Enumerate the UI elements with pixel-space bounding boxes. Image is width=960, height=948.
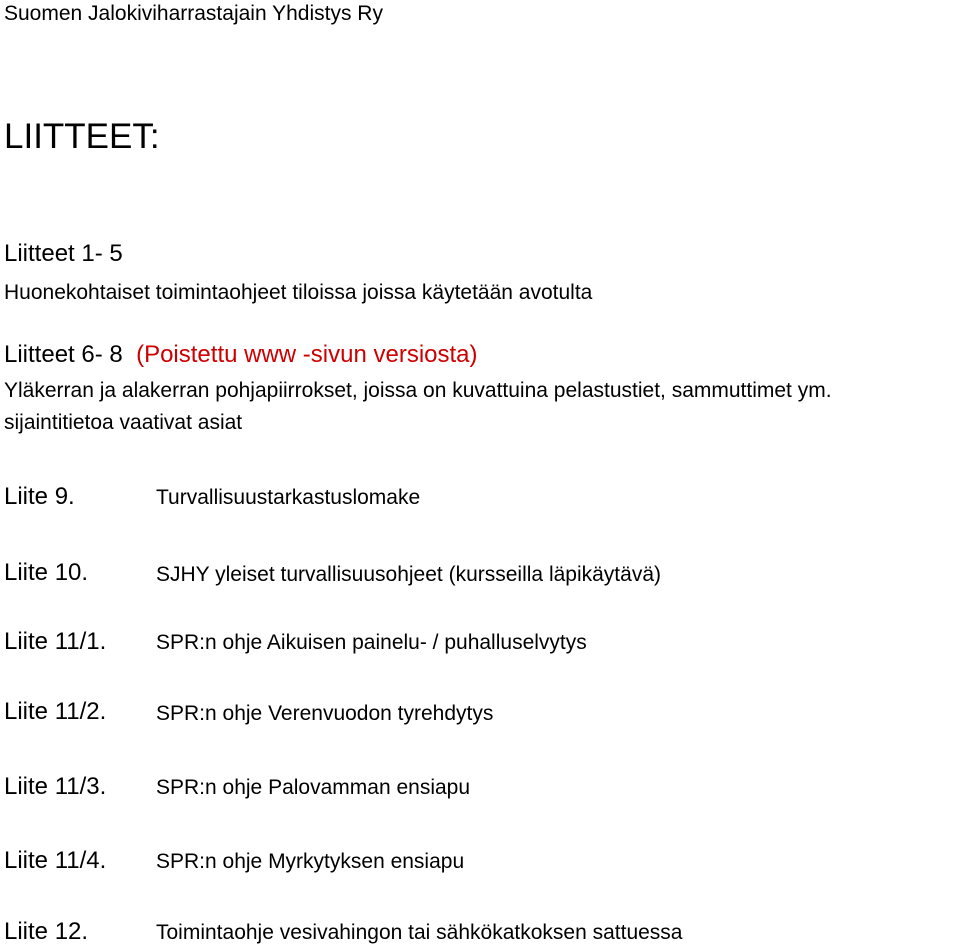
section-2-removed-note: (Poistettu www -sivun versiosta) <box>136 341 478 368</box>
attachment-label: Liite 11/1. <box>4 628 107 655</box>
attachment-label: Liite 10. <box>4 559 89 586</box>
section-1-title: Liitteet 1- 5 <box>4 240 123 267</box>
attachment-label: Liite 11/4. <box>4 847 107 874</box>
attachment-description: Turvallisuustarkastuslomake <box>156 486 421 509</box>
attachment-description: SPR:n ohje Verenvuodon tyrehdytys <box>156 702 494 725</box>
section-2-body-line-2: sijaintitietoa vaativat asiat <box>4 411 243 434</box>
attachment-label: Liite 9. <box>4 483 75 510</box>
attachment-description: SPR:n ohje Myrkytyksen ensiapu <box>156 850 465 873</box>
section-1-body: Huonekohtaiset toimintaohjeet tiloissa joissa käytetään avotulta <box>4 281 593 304</box>
organization-name: Suomen Jalokiviharrastajain Yhdistys Ry <box>4 2 383 25</box>
attachment-description: Toimintaohje vesivahingon tai sähkökatkoksen sattuessa <box>156 921 683 944</box>
attachment-description: SPR:n ohje Palovamman ensiapu <box>156 776 471 799</box>
attachment-description: SPR:n ohje Aikuisen painelu- / puhalluselvytys <box>156 631 587 654</box>
attachment-label: Liite 12. <box>4 918 89 945</box>
page-heading: LIITTEET: <box>4 117 160 156</box>
section-2-title <box>4 340 478 370</box>
attachment-description: SJHY yleiset turvallisuusohjeet (kursseilla läpikäytävä) <box>156 563 661 586</box>
attachment-label: Liite 11/2. <box>4 698 107 725</box>
section-2-body-line-1: Yläkerran ja alakerran pohjapiirrokset, joissa on kuvattuina pelastustiet, sammuttimet ym. <box>4 379 832 402</box>
section-2-title-prefix: Liitteet 6- 8 <box>4 341 137 368</box>
attachment-label: Liite 11/3. <box>4 773 107 800</box>
